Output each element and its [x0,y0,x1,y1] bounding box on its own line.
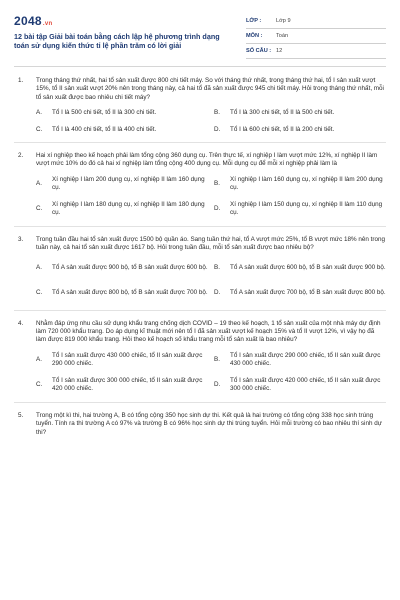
option-letter: C. [36,381,43,389]
option-text: Tổ A sản xuất được 600 bộ, tổ B sản xuất được 900 bộ. [230,263,386,271]
option-text: Tổ I sản xuất được 430 000 chiếc, tổ II sản xuất được 290 000 chiếc. [52,351,203,368]
header-divider [14,66,386,67]
option-a[interactable] [36,352,208,369]
option-c[interactable] [36,201,208,218]
option-c[interactable] [36,285,208,302]
option-letter: D. [214,205,221,213]
option-text: Tổ I là 400 chi tiết, tổ II là 400 chi tiết. [52,125,157,133]
option-d[interactable] [214,377,386,394]
option-text: Tổ I là 500 chi tiết, tổ II là 300 chi tiết. [52,109,157,117]
option-letter: A. [36,263,42,271]
option-b[interactable] [214,352,386,369]
option-letter: A. [36,180,42,188]
question-number: 3. [18,235,24,243]
option-text: Tổ I sản xuất được 290 000 chiếc, tổ II sản xuất được 430 000 chiếc. [230,351,381,368]
question-text: Trong tuần đầu hai tổ sản xuất được 1500 bộ quần áo. Sang tuần thứ hai, tổ A vượt mức 25%, tổ B vượt mức 18% nên trong tuần này, cả hai tổ sản xuất được 1617 bộ. Hỏi trong tuần đầu, mỗi tổ sản xuất được bao nhiêu bộ? [36,235,385,252]
option-a[interactable] [36,176,208,193]
question-text: Trong một kì thi, hai trường A, B có tổng cộng 350 học sinh dự thi. Kết quả là hai trường có tổng cộng 338 học sinh trúng tuyển. Tính ra thì trường A có 97% và trường B có 96% học sinh dự thi trúng tuyển. Hỏi mỗi trường có bao nhiêu thí sinh dự thi? [36,411,382,436]
option-text: Xí nghiệp I làm 200 dụng cụ, xí nghiệp II làm 160 dụng cụ. [52,175,205,192]
option-a[interactable] [36,260,208,277]
document-title: 12 bài tập Giải bài toán bằng cách lập hệ phương trình dạng toán sử dụng kiến thức tỉ lệ phần trăm có lời giải [14,32,220,51]
option-letter: B. [214,180,220,188]
question-number: 4. [18,319,24,327]
option-text: Xí nghiệp I làm 150 dụng cụ, xí nghiệp II làm 110 dụng cụ. [230,200,383,217]
question-3 [14,236,386,302]
meta-row-count [246,44,386,59]
option-d[interactable] [214,126,386,134]
option-text: Xí nghiệp I làm 160 dụng cụ, xí nghiệp II làm 200 dụng cụ. [230,175,383,192]
question-list [14,77,386,445]
option-b[interactable] [214,260,386,277]
meta-row-subject [246,29,386,44]
option-letter: D. [214,288,221,296]
option-text: Xí nghiệp I làm 180 dụng cụ, xí nghiệp II làm 180 dụng cụ. [52,200,205,217]
meta-label: SỐ CÂU : [246,48,272,54]
option-a[interactable] [36,109,208,117]
option-letter: D. [214,125,221,133]
option-text: Tổ A sản xuất được 700 bộ, tổ B sản xuất được 800 bộ. [230,288,386,296]
site-logo[interactable] [14,14,52,28]
answer-options [36,260,386,302]
question-text: Trong tháng thứ nhất, hai tổ sản xuất được 800 chi tiết máy. So với tháng thứ nhất, trong tháng thứ hai, tổ I sản xuất vượt 15%, tổ II sản xuất vượt 20% nên trong tháng này, cả hai tổ đã sản xuất được 945 chi tiết máy. Hỏi trong tháng thứ nhất, mỗi tổ sản xuất được bao nhiêu chi tiết máy? [36,77,384,101]
option-text: Tổ A sản xuất được 800 bộ, tổ B sản xuất được 700 bộ. [52,288,208,296]
question-divider [14,310,386,311]
question-text: Hai xí nghiệp theo kế hoạch phải làm tổng cộng 360 dụng cụ. Trên thực tế, xí nghiệp I làm vượt mức 12%, xí nghiệp II làm vượt mức 10% do đó cả hai xí nghiệp làm tổng cộng 400 dụng cụ. Mỗi dụng cụ để mỗi xí nghiệp phải làm là [36,152,378,168]
question-number: 1. [18,77,24,84]
option-letter: A. [36,109,42,117]
answer-options [36,109,386,134]
option-letter: B. [214,356,220,364]
option-letter: B. [214,263,220,271]
option-d[interactable] [214,201,386,218]
option-text: Tổ I là 600 chi tiết, tổ II là 200 chi tiết. [230,125,335,133]
option-text: Tổ I sản xuất được 420 000 chiếc, tổ II sản xuất được 300 000 chiếc. [230,376,381,393]
option-text: Tổ I là 300 chi tiết, tổ II là 500 chi tiết. [230,109,335,117]
option-letter: B. [214,109,220,117]
answer-options [36,352,386,394]
answer-options [36,176,386,218]
meta-value: Toán [276,33,289,39]
question-number: 5. [18,411,24,419]
option-d[interactable] [214,285,386,302]
question-4 [14,320,386,394]
question-number: 2. [18,152,24,160]
option-letter: C. [36,205,43,213]
question-5 [14,412,386,437]
question-text: Nhằm đáp ứng nhu cầu sử dụng khẩu trang chống dịch COVID – 19 theo kế hoạch, 1 tổ sản xuất của một nhà máy dự định làm 720 000 khẩu trang. Do áp dụng kĩ thuật mới nên tổ I đã sản xuất vượt kế hoạch 15% và tổ II vượt 12%, vì vậy họ đã làm được 819 000 khẩu trang. Hỏi theo kế hoạch số khẩu trang mỗi tổ sản xuất là bao nhiêu? [36,319,381,344]
option-text: Tổ I sản xuất được 300 000 chiếc, tổ II sản xuất được 420 000 chiếc. [52,376,203,393]
option-c[interactable] [36,126,208,134]
option-b[interactable] [214,109,386,117]
logo-suffix: .vn [42,21,53,27]
option-letter: C. [36,125,43,133]
option-c[interactable] [36,377,208,394]
meta-row-class [246,14,386,29]
option-letter: A. [36,356,42,364]
meta-label: LỚP : [246,18,262,24]
meta-value: 12 [276,48,283,54]
option-letter: C. [36,288,43,296]
question-divider [14,142,386,143]
option-b[interactable] [214,176,386,193]
question-2 [14,152,386,218]
option-letter: D. [214,381,221,389]
document-header [14,14,386,60]
question-divider [14,402,386,403]
question-1 [14,77,386,134]
meta-label: MÔN : [246,33,263,39]
meta-value: Lớp 9 [276,18,291,24]
option-text: Tổ A sản xuất được 900 bộ, tổ B sản xuất được 600 bộ. [52,263,208,271]
meta-table [246,14,386,59]
question-divider [14,226,386,227]
logo-text: 2048 [14,14,42,28]
